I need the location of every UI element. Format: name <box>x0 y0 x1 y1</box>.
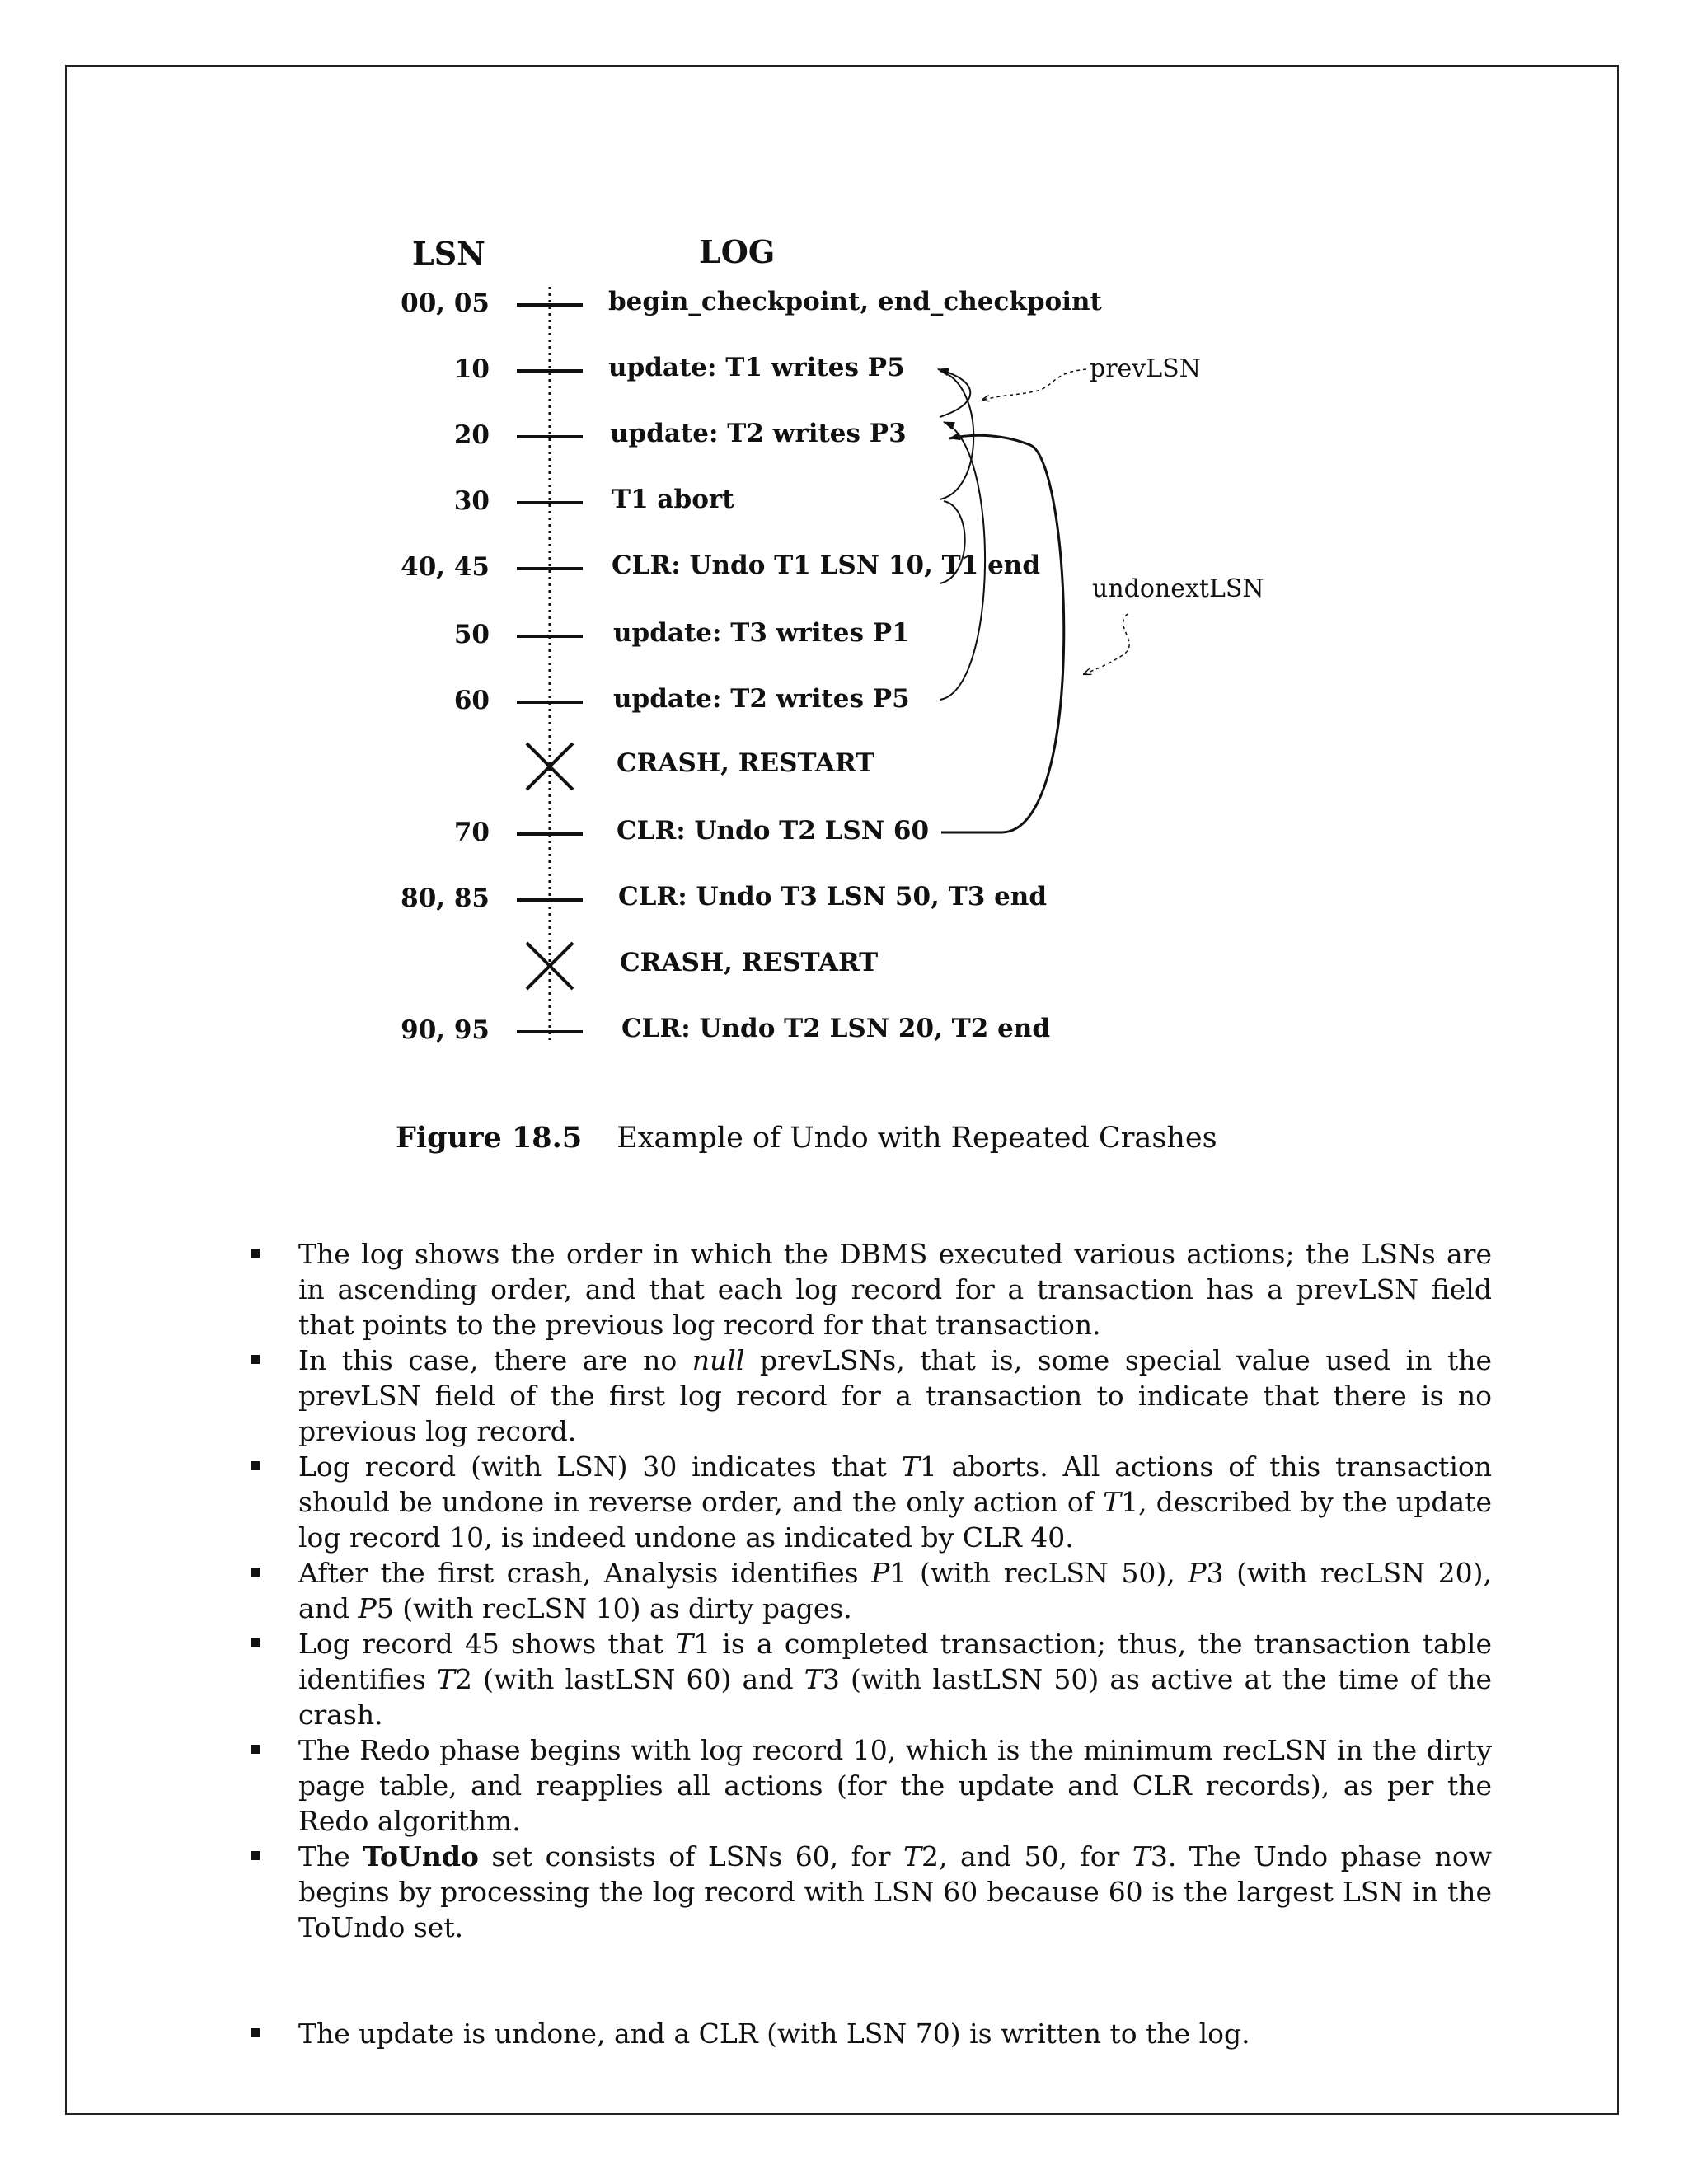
bullet-text-run: 2, and 50, for <box>921 1840 1132 1872</box>
bullet-text-run: P <box>1188 1557 1207 1589</box>
bullet-text-run: The <box>298 1840 363 1872</box>
log-row-lsn: 70 <box>453 818 490 847</box>
bullet-item <box>247 1732 1492 1839</box>
log-row-entry: update: T3 writes P1 <box>613 618 910 648</box>
bullet-text-run: ToUndo <box>363 1840 479 1872</box>
column-header-lsn: LSN <box>412 235 485 272</box>
bullet-text-run: set consists of LSNs 60, for <box>478 1840 903 1872</box>
bullet-text-run: The log shows the order in which the DBMS executed various actions; the LSNs are in ascending order, and that each log record for a transaction has a prevLSN field that points to the previous log record for that transaction. <box>298 1238 1492 1341</box>
bullet-text-run: Log record 45 shows that <box>298 1628 676 1660</box>
bullet-text-run: 5 (with recLSN 10) as dirty pages. <box>376 1592 852 1624</box>
log-row-entry: T1 abort <box>612 485 734 514</box>
bullet-list <box>247 1236 1492 2051</box>
figure-caption <box>396 1121 1217 1155</box>
bullet-text-run: T <box>675 1628 694 1660</box>
log-row-entry: begin_checkpoint, end_checkpoint <box>608 287 1102 316</box>
bullet-text-run: P <box>871 1557 890 1589</box>
bullet-text-run: After the first crash, Analysis identifies <box>298 1557 872 1589</box>
log-row-entry: update: T2 writes P3 <box>610 419 907 448</box>
bullet-text-run: T <box>1103 1486 1122 1518</box>
log-row-entry: CLR: Undo T1 LSN 10, T1 end <box>612 551 1041 580</box>
bullet-text-run: null <box>692 1344 745 1376</box>
bullet-item <box>247 1555 1492 1626</box>
log-row-lsn: 90, 95 <box>401 1015 490 1045</box>
bullet-item <box>247 1626 1492 1732</box>
bullet-item <box>247 1343 1492 1449</box>
log-row-lsn: 40, 45 <box>401 552 490 582</box>
bullet-text-run: T <box>1132 1840 1151 1872</box>
caption-text: Example of Undo with Repeated Crashes <box>617 1122 1217 1155</box>
log-row-entry: update: T1 writes P5 <box>608 353 905 382</box>
bullet-text-run: 1 (with recLSN 50), <box>889 1557 1189 1589</box>
prevlsn-arrow-20-to-10 <box>938 369 970 417</box>
bullet-text-run: T <box>436 1663 455 1695</box>
log-row-entry: CLR: Undo T3 LSN 50, T3 end <box>618 882 1048 912</box>
undonextlsn-arrow-70-to-20 <box>941 435 1064 832</box>
bullet-text-run: Log record (with LSN) 30 indicates that <box>298 1451 902 1483</box>
prevlsn-pointer <box>982 369 1086 400</box>
bullet-text-run: P <box>358 1592 377 1624</box>
bullet-text-run: 3 (with recLSN 20), and <box>298 1557 1492 1624</box>
bullet-item <box>247 1236 1492 1343</box>
log-row-entry: CLR: Undo T2 LSN 60 <box>617 816 930 846</box>
caption-number: Figure 18.5 <box>396 1121 583 1155</box>
undonextlsn-label: undonextLSN <box>1092 574 1264 603</box>
log-row-lsn: 30 <box>453 486 490 516</box>
bullet-text-run: prevLSNs, that is, some special value used in the prevLSN field of the first log record for a transaction to indicate that there is no previous log record. <box>298 1344 1492 1447</box>
column-header-log: LOG <box>699 233 776 270</box>
crash-marks <box>527 743 573 989</box>
bullet-text-run: T <box>901 1451 920 1483</box>
bullet-text-run: 1 aborts. All actions of this transaction should be undone in reverse order, and the only action of <box>298 1451 1492 1518</box>
bullet-text-run: The update is undone, and a CLR (with LSN 70) is written to the log. <box>298 2018 1250 2050</box>
log-row-entry: update: T2 writes P5 <box>613 684 910 714</box>
bullet-text-run: 1 is a completed transaction; thus, the transaction table identifies <box>298 1628 1492 1695</box>
prevlsn-label: prevLSN <box>1090 354 1201 383</box>
bullet-text-run: In this case, there are no <box>298 1344 692 1376</box>
log-row-lsn: 00, 05 <box>401 288 490 318</box>
bullet-text-run: 3 (with lastLSN 50) as active at the time of the crash. <box>298 1663 1493 1731</box>
log-row-lsn: 80, 85 <box>401 883 490 913</box>
bullet-text-run: The Redo phase begins with log record 10, which is the minimum recLSN in the dirty page table, and reapplies all actions (for the update and CLR records), as per the Redo algorithm. <box>298 1734 1492 1837</box>
bullet-text-run: 1, described by the update log record 10, is indeed undone as indicated by CLR 40. <box>298 1486 1493 1554</box>
log-row-lsn: 50 <box>453 620 490 649</box>
log-row-crash-entry: CRASH, RESTART <box>620 948 879 977</box>
log-row-lsn: 10 <box>453 354 490 384</box>
bullet-item <box>247 1839 1492 1945</box>
bullet-text-run: T <box>804 1663 823 1695</box>
log-row-entry: CLR: Undo T2 LSN 20, T2 end <box>621 1014 1051 1043</box>
bullet-text-run: 2 (with lastLSN 60) and <box>454 1663 804 1695</box>
bullet-text-run: 3. The Undo phase now begins by processing the log record with LSN 60 because 60 is the largest LSN in the ToUndo set. <box>298 1840 1492 1943</box>
log-row-crash-entry: CRASH, RESTART <box>617 748 875 778</box>
bullet-text-run: T <box>903 1840 922 1872</box>
bullet-item <box>247 1449 1492 1555</box>
bullet-item <box>247 2016 1492 2051</box>
log-row-lsn: 60 <box>453 686 490 715</box>
undonextlsn-pointer <box>1084 614 1129 674</box>
log-row-lsn: 20 <box>453 420 490 450</box>
